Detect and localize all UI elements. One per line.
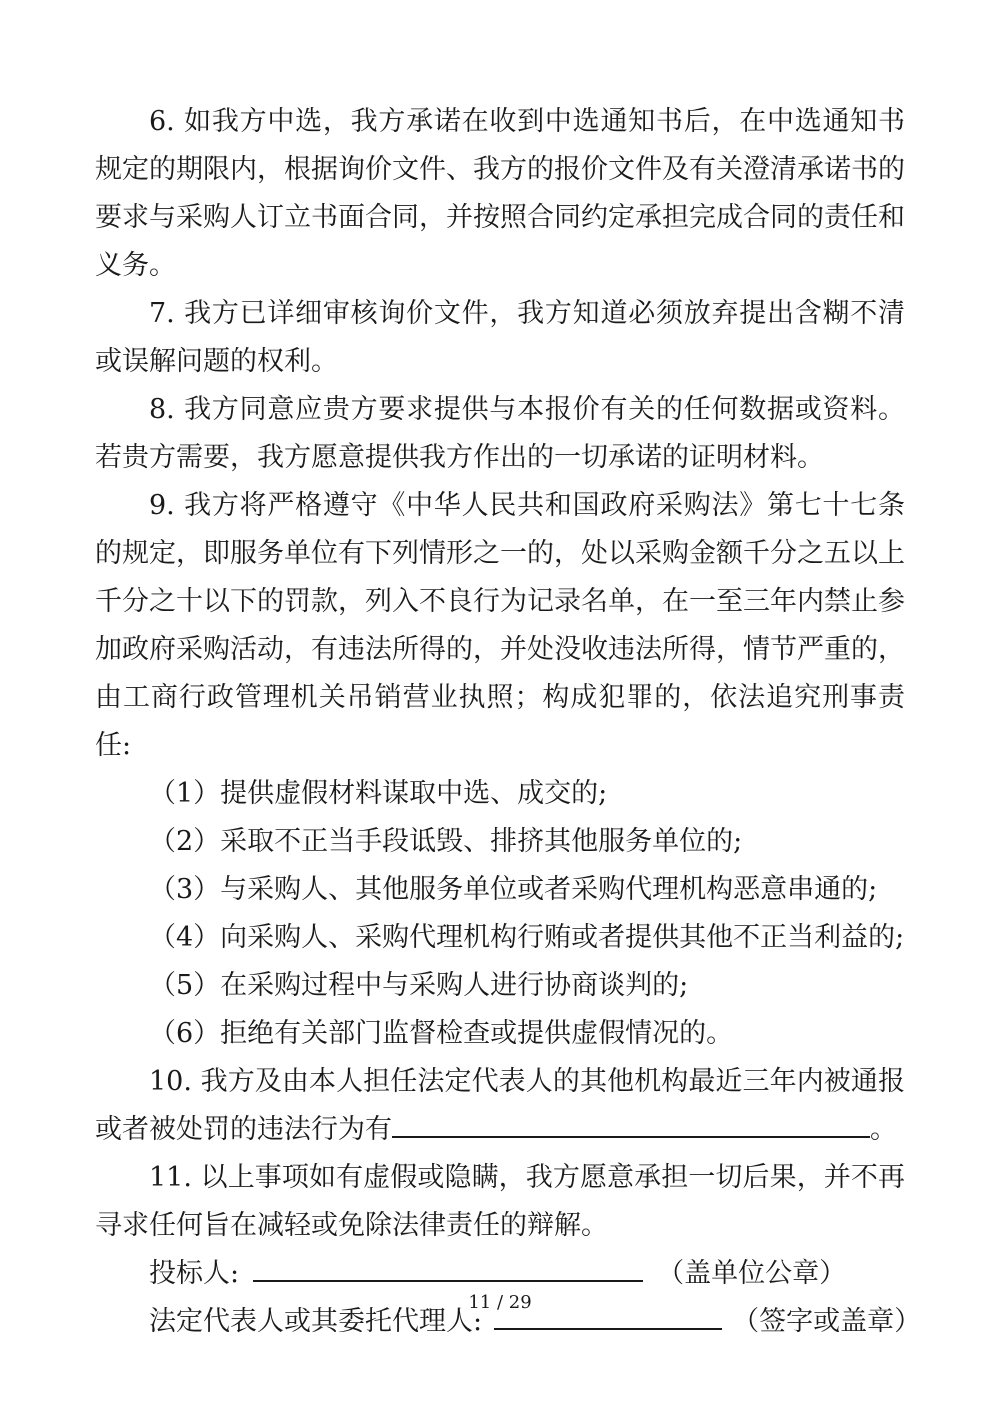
list-item-6: （6）拒绝有关部门监督检查或提供虚假情况的。 — [149, 1018, 734, 1049]
bidder-label: 投标人: — [149, 1258, 240, 1289]
paragraph-6: 6. 如我方中选，我方承诺在收到中选通知书后，在中选通知书规定的期限内，根据询价文件、我方的报价文件及有关澄清承诺书的要求与采购人订立书面合同，并按照合同约定承担完成合同的责任和义务。 — [95, 106, 905, 281]
paragraph-7: 7. 我方已详细审核询价文件，我方知道必须放弃提出含糊不清或误解问题的权利。 — [95, 298, 905, 377]
list-item-3: （3）与采购人、其他服务单位或者采购代理机构恶意串通的; — [149, 874, 878, 905]
paragraph-10-suffix: 。 — [870, 1114, 897, 1145]
list-item-5: （5）在采购过程中与采购人进行协商谈判的; — [149, 970, 689, 1001]
bidder-signature-blank — [253, 1250, 643, 1282]
paragraph-10-text: 10. 我方及由本人担任法定代表人的其他机构最近三年内被通报或者被处罚的违法行为有 — [95, 1066, 905, 1145]
paragraph-9: 9. 我方将严格遵守《中华人民共和国政府采购法》第七十七条的规定，即服务单位有下列情形之一的，处以采购金额千分之五以上千分之十以下的罚款，列入不良行为记录名单，在一至三年内禁止参加政府采购活动，有违法所得的，并处没收违法所得，情节严重的，由工商行政管理机关吊销营业执照；构成犯罪的，依法追究刑事责任: — [95, 490, 905, 761]
paragraph-8: 8. 我方同意应贵方要求提供与本报价有关的任何数据或资料。若贵方需要，我方愿意提供我方作出的一切承诺的证明材料。 — [95, 394, 905, 473]
representative-label: 法定代表人或其委托代理人: — [149, 1306, 483, 1337]
paragraph-11: 11. 以上事项如有虚假或隐瞒，我方愿意承担一切后果，并不再寻求任何旨在减轻或免除法律责任的辩解。 — [95, 1162, 905, 1241]
list-item-2: （2）采取不正当手段诋毁、排挤其他服务单位的; — [149, 826, 743, 857]
bidder-stamp-note: （盖单位公章） — [657, 1258, 847, 1289]
violation-fill-blank — [392, 1106, 870, 1138]
page-number: 11 / 29 — [468, 1292, 532, 1313]
representative-stamp-note: （签字或盖章） — [732, 1306, 922, 1337]
list-item-4: （4）向采购人、采购代理机构行贿或者提供其他不正当利益的; — [149, 922, 905, 953]
paragraph-10 — [95, 1058, 905, 1154]
list-item-1: （1）提供虚假材料谋取中选、成交的; — [149, 778, 608, 809]
